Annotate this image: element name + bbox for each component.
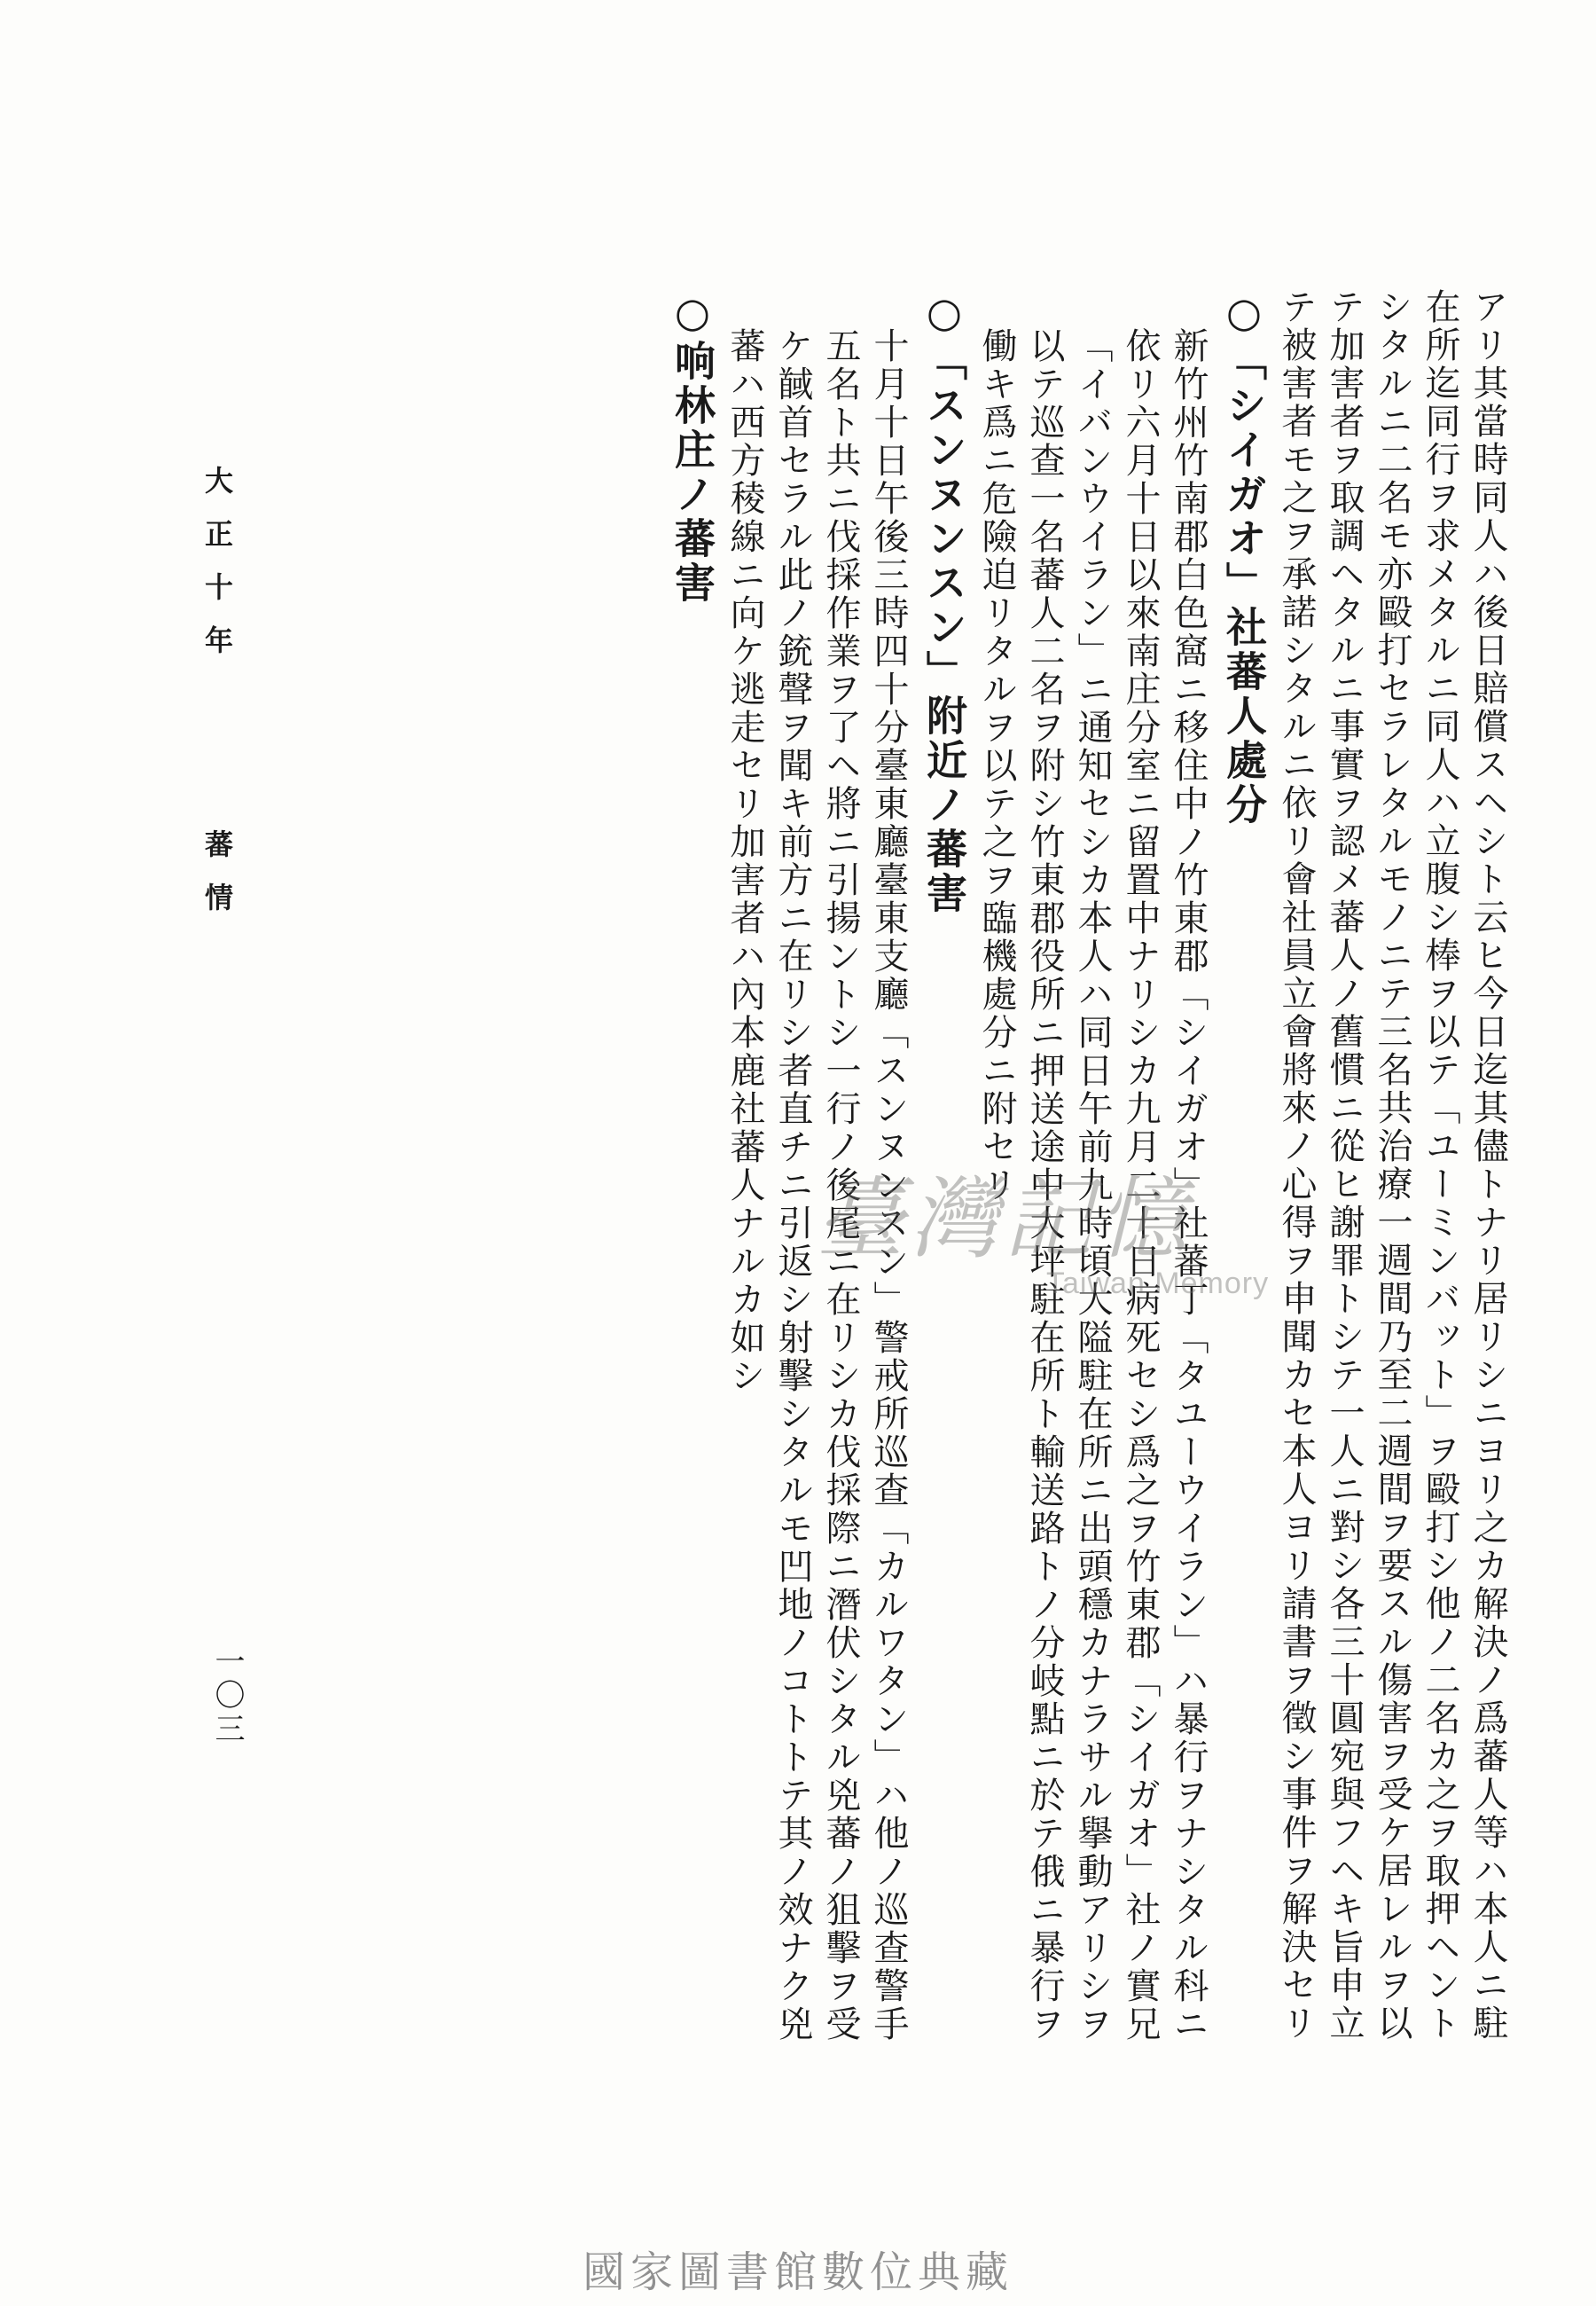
running-head — [197, 466, 238, 936]
paragraph-sunnunsun: 十月十日午後三時四十分臺東廳臺東支廳「スンヌンスン」警戒所巡查「カルワタン」ハ他ノ巡查警手五名ト共ニ伐採作業ヲ了ヘ將ニ引揚ントシ一行ノ後尾ニ在リシカ伐採際ニ潛伏シタル兇蕃ノ狙擊ヲ受ケ馘首セラル此ノ銃聲ヲ聞キ前方ニ在リシ者直チニ引返シ射擊シタルモ凹地ノコトトテ其ノ效ナク兇蕃ハ西方稜線ニ向ケ逃走セリ加害者ハ內本鹿社蕃人ナルカ如シ — [724, 327, 909, 2043]
heading-sunnunsun: ○「スンヌンスン」附近ノ蕃害 — [920, 288, 968, 916]
running-head-left: 大正十年 — [200, 466, 234, 678]
heading-kourinsho: ○响林庄ノ蕃害 — [669, 288, 716, 606]
paragraph-shiigao: 新竹州竹南郡白色窩ニ移住中ノ竹東郡「シイガオ」社蕃丁「タユーウイラン」ハ暴行ヲナシタル科ニ依リ六月十日以來南庄分室ニ留置中ナリシカ九月二十日病死セシ爲之ヲ竹東郡「シイガオ」社ノ實兄「イバンウイラン」ニ通知セシカ本人ハ同日午前九時頃大隘駐在所ニ出頭穩カナラサル擧動アリシヲ以テ巡查一名蕃人二名ヲ附シ竹東郡役所ニ押送途中大坪駐在所ト輸送路トノ分岐點ニ於テ俄ニ暴行ヲ働キ爲ニ危險迫リタルヲ以テ之ヲ臨機處分ニ附セリ — [976, 327, 1209, 2043]
watermark-text: 臺灣記憶 — [816, 1167, 1192, 1271]
watermark-subtext: Taiwan Memory — [1046, 1267, 1270, 1300]
paragraph-continued: アリ其當時同人ハ後日賠償スヘシト云ヒ今日迄其儘トナリ居リシニヨリ之カ解決ノ爲蕃人等ハ本人ニ駐在所迄同行ヲ求メタルニ同人ハ立腹シ棒ヲ以テ「ユーミンバット」ヲ毆打シ他ノ二名カ之ヲ取押ヘントシタルニ二名モ亦毆打セラレタルモノニテ三名共治療一週間乃至二週間ヲ要スル傷害ヲ受ケ居レルヲ以テ加害者ヲ取調ヘタルニ事實ヲ認メ蕃人ノ舊慣ニ從ヒ謝罪トシテ一人ニ對シ各三十圓宛與フヘキ旨申立テ被害者モ之ヲ承諾シタルニ依リ會社員立會將來ノ心得ヲ申聞カセ本人ヨリ請書ヲ徵シ事件ヲ解決セリ — [1276, 288, 1508, 2043]
running-head-right: 蕃情 — [200, 829, 234, 936]
footer-library-credit: 國家圖書館數位典藏 — [582, 2247, 1013, 2297]
heading-shiigao: ○「シイガオ」社蕃人處分 — [1220, 288, 1268, 827]
page-number: 一〇三 — [209, 1645, 245, 1746]
watermark-logo — [816, 1167, 1277, 1304]
